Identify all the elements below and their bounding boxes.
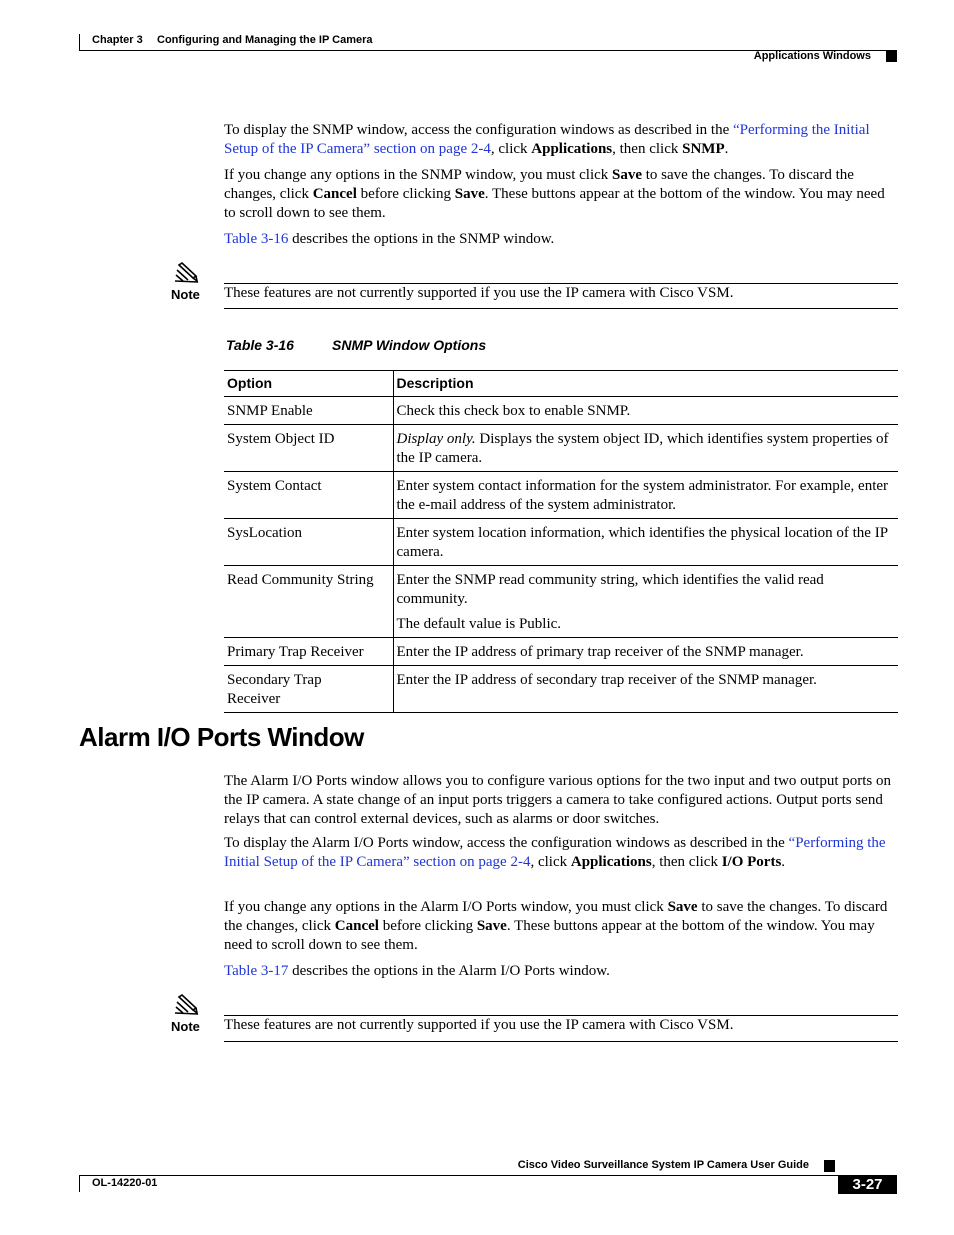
text: To display the Alarm I/O Ports window, access the configuration windows as described in the <box>224 835 789 851</box>
alarm-para-3 <box>224 898 898 955</box>
table-row <box>224 519 898 566</box>
header-chapter-title: Configuring and Managing the IP Camera <box>157 34 373 46</box>
snmp-para-3 <box>224 230 898 249</box>
footer-rule <box>79 1175 897 1176</box>
alarm-para-4 <box>224 962 898 981</box>
note-rule-bottom <box>224 1041 898 1042</box>
table-3-17-link[interactable]: Table 3-17 <box>224 963 289 979</box>
option-cell: SysLocation <box>224 519 393 566</box>
option-cell: System Contact <box>224 472 393 519</box>
option-cell: System Object ID <box>224 425 393 472</box>
setup-section-link[interactable]: “Performing the Initial Setup of the IP Camera” section on page 2-4 <box>224 122 870 157</box>
text: , then click <box>651 854 722 870</box>
save-term: Save <box>667 899 698 915</box>
snmp-para-1 <box>224 121 898 159</box>
description-cell: Enter the IP address of secondary trap receiver of the SNMP manager. <box>393 666 898 713</box>
footer-marker <box>824 1160 835 1172</box>
text: before clicking <box>356 186 455 202</box>
table-row <box>224 638 898 666</box>
note-rule-top <box>224 1015 898 1016</box>
text: before clicking <box>378 918 477 934</box>
text: to save the changes. To discard the changes, click <box>224 899 888 934</box>
text: To display the SNMP window, access the configuration windows as described in the <box>224 122 733 138</box>
text: If you change any options in the Alarm I/O Ports window, you must click <box>224 899 668 915</box>
text: Enter the SNMP read community string, which identifies the valid read community. <box>396 572 824 607</box>
description-cell: Check this check box to enable SNMP. <box>393 397 898 425</box>
text: Displays the system object ID, which identifies system properties of the IP camera. <box>396 431 889 466</box>
table-3-16-link[interactable]: Table 3-16 <box>224 231 289 247</box>
cancel-term: Cancel <box>334 918 379 934</box>
table-row <box>224 472 898 519</box>
table-row <box>224 397 898 425</box>
section-heading: Alarm I/O Ports Window <box>79 722 364 752</box>
note-label: Note <box>171 1019 200 1034</box>
note-text: These features are not currently supported if you use the IP camera with Cisco VSM. <box>224 1017 734 1033</box>
pencil-note-icon <box>174 993 200 1015</box>
text: , then click <box>612 141 683 157</box>
note-label: Note <box>171 287 200 302</box>
alarm-para-2 <box>224 834 898 872</box>
save-term: Save <box>454 186 485 202</box>
save-term: Save <box>476 918 507 934</box>
option-cell: Primary Trap Receiver <box>224 638 393 666</box>
footer-doc-number: OL-14220-01 <box>92 1177 158 1189</box>
note-rule-top <box>224 283 898 284</box>
table-row <box>224 666 898 713</box>
pencil-note-icon <box>174 261 200 283</box>
applications-term: Applications <box>531 141 613 157</box>
header-section: Applications Windows <box>753 50 871 62</box>
description-cell <box>393 566 898 638</box>
save-term: Save <box>612 167 643 183</box>
text: . These buttons appear at the bottom of the window. You may need to scroll down to see them. <box>224 186 885 221</box>
note-text: These features are not currently supported if you use the IP camera with Cisco VSM. <box>224 285 734 301</box>
table-row <box>224 566 898 638</box>
text: If you change any options in the SNMP window, you must click <box>224 167 613 183</box>
cancel-term: Cancel <box>312 186 357 202</box>
alarm-para-1: The Alarm I/O Ports window allows you to configure various options for the two input and two output ports on the IP camera. A state change of an input ports triggers a camera to take configured actions. Output ports send relays that can control external devices, such as alarms or door switches. <box>224 773 892 827</box>
text: , click <box>490 141 532 157</box>
text: . <box>781 854 786 870</box>
header-rule-vertical <box>79 34 80 51</box>
text: describes the options in the Alarm I/O Ports window. <box>288 963 610 979</box>
table-header-row <box>224 371 898 397</box>
table-row <box>224 425 898 472</box>
footer-rule-vertical <box>79 1175 80 1192</box>
option-cell: Secondary Trap Receiver <box>224 666 393 713</box>
description-cell: Enter the IP address of primary trap receiver of the SNMP manager. <box>393 638 898 666</box>
column-header-description: Description <box>393 371 898 397</box>
io-ports-term: I/O Ports <box>721 854 782 870</box>
text: . <box>724 141 729 157</box>
text: to save the changes. To discard the changes, click <box>224 167 854 202</box>
default-value-text: The default value is Public. <box>396 616 562 632</box>
text: describes the options in the SNMP window. <box>288 231 555 247</box>
description-cell: Enter system contact information for the system administrator. For example, enter the e-mail address of the system administrator. <box>393 472 898 519</box>
setup-section-link[interactable]: “Performing the Initial Setup of the IP Camera” section on page 2-4 <box>224 835 886 870</box>
header-marker <box>886 50 897 62</box>
text: . These buttons appear at the bottom of the window. You may need to scroll down to see them. <box>224 918 875 953</box>
option-cell: SNMP Enable <box>224 397 393 425</box>
note-rule-bottom <box>224 308 898 309</box>
footer-guide-title: Cisco Video Surveillance System IP Camera User Guide <box>517 1159 809 1171</box>
table-caption-title: SNMP Window Options <box>332 337 487 353</box>
header-chapter: Chapter 3 <box>92 34 143 46</box>
table-caption-number: Table 3-16 <box>226 337 294 353</box>
snmp-term: SNMP <box>682 141 725 157</box>
option-cell: Read Community String <box>224 566 393 638</box>
description-cell <box>393 425 898 472</box>
page-number: 3-27 <box>838 1175 897 1194</box>
display-only-note: Display only. <box>396 431 476 447</box>
description-cell: Enter system location information, which identifies the physical location of the IP camera. <box>393 519 898 566</box>
text: , click <box>530 854 571 870</box>
snmp-options-table <box>224 370 898 713</box>
column-header-option: Option <box>224 371 393 397</box>
applications-term: Applications <box>570 854 652 870</box>
snmp-para-2 <box>224 166 898 223</box>
